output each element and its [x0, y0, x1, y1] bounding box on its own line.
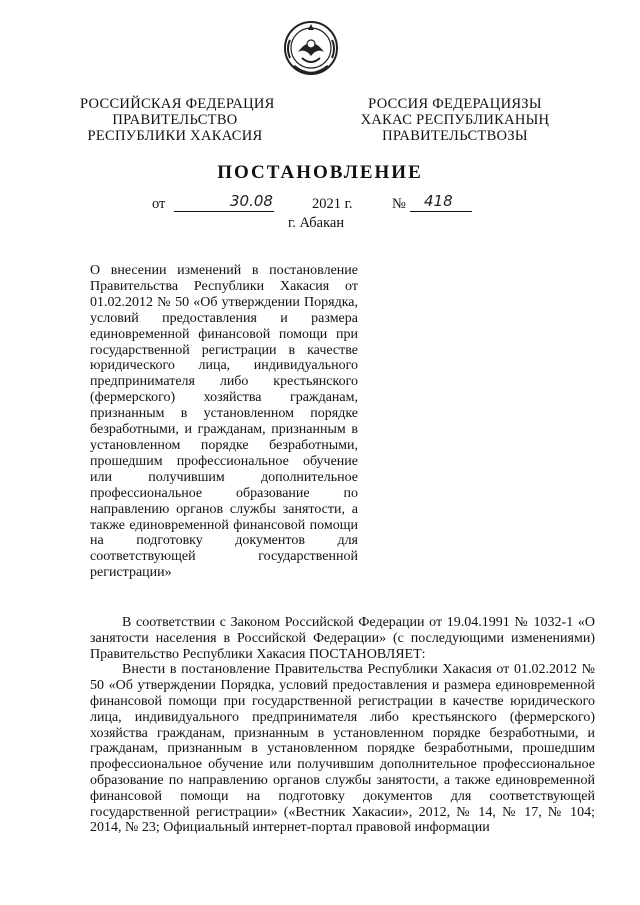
coat-of-arms-icon	[282, 18, 340, 80]
header-russian	[80, 96, 275, 144]
from-label: от	[152, 196, 166, 212]
header-line: РОССИЯ ФЕДЕРАЦИЯЗЫ	[368, 96, 542, 112]
header-line: ПРАВИТЕЛЬСТВО	[112, 112, 238, 128]
document-title: ПОСТАНОВЛЕНИЕ	[217, 162, 423, 183]
document-body	[90, 615, 595, 836]
header-line: ХАКАС РЕСПУБЛИКАНЫҢ	[360, 112, 550, 128]
year-label: 2021 г.	[312, 196, 353, 212]
number-label: №	[392, 196, 406, 212]
body-paragraph: Внести в постановление Правительства Республики Хакасия от 01.02.2012 № 50 «Об утверждении Порядка, условий предоставления и размера единовременной финансовой помощи при государственной регистрации в качестве юридического лица, индивидуального предпринимателя либо крестьянского (фермерского) хозяйства гражданам, признанным в установленном порядке безработными, и гражданам, признанным в установленном порядке безработными, прошедшим профессиональное обучение или получившим дополнительное профессиональное образование по направлению органов службы занятости, а также единовременной финансовой помощи на подготовку документов для соответствующей государственной регистрации» («Вестник Хакасии», 2012, № 14, № 17, № 104; 2014, № 23; Официальный интернет-портал правовой информации	[90, 662, 595, 836]
header-khakas	[360, 96, 550, 144]
number-underline	[410, 211, 472, 212]
body-paragraph: В соответствии с Законом Российской Федерации от 19.04.1991 № 1032-1 «О занятости населения в Российской Федерации» (с последующими изменениями) Правительство Республики Хакасия ПОСТАНОВЛЯЕТ:	[90, 615, 595, 662]
handwritten-date: 30.08	[230, 192, 273, 210]
date-underline	[174, 211, 274, 212]
header-line: РЕСПУБЛИКИ ХАКАСИЯ	[87, 128, 263, 144]
document-subject: О внесении изменений в постановление Правительства Республики Хакасия от 01.02.2012 № 50 «Об утверждении Порядка, условий предоставления и размера единовременной финансовой помощи при государственной регистрации в качестве юридического лица, индивидуального предпринимателя либо крестьянского (фермерского) хозяйства гражданам, признанным в установленном порядке безработными, и гражданам, признанным в установленном порядке безработными, прошедшим профессиональное обучение или получившим дополнительное профессиональное образование по направлению органов службы занятости, а также единовременной финансовой помощи на подготовку документов для соответствующей государственной регистрации»	[90, 263, 358, 581]
header-line: ПРАВИТЕЛЬСТВОЗЫ	[382, 128, 528, 144]
handwritten-number: 418	[424, 192, 453, 210]
header-line: РОССИЙСКАЯ ФЕДЕРАЦИЯ	[80, 96, 275, 112]
city: г. Абакан	[288, 215, 345, 231]
